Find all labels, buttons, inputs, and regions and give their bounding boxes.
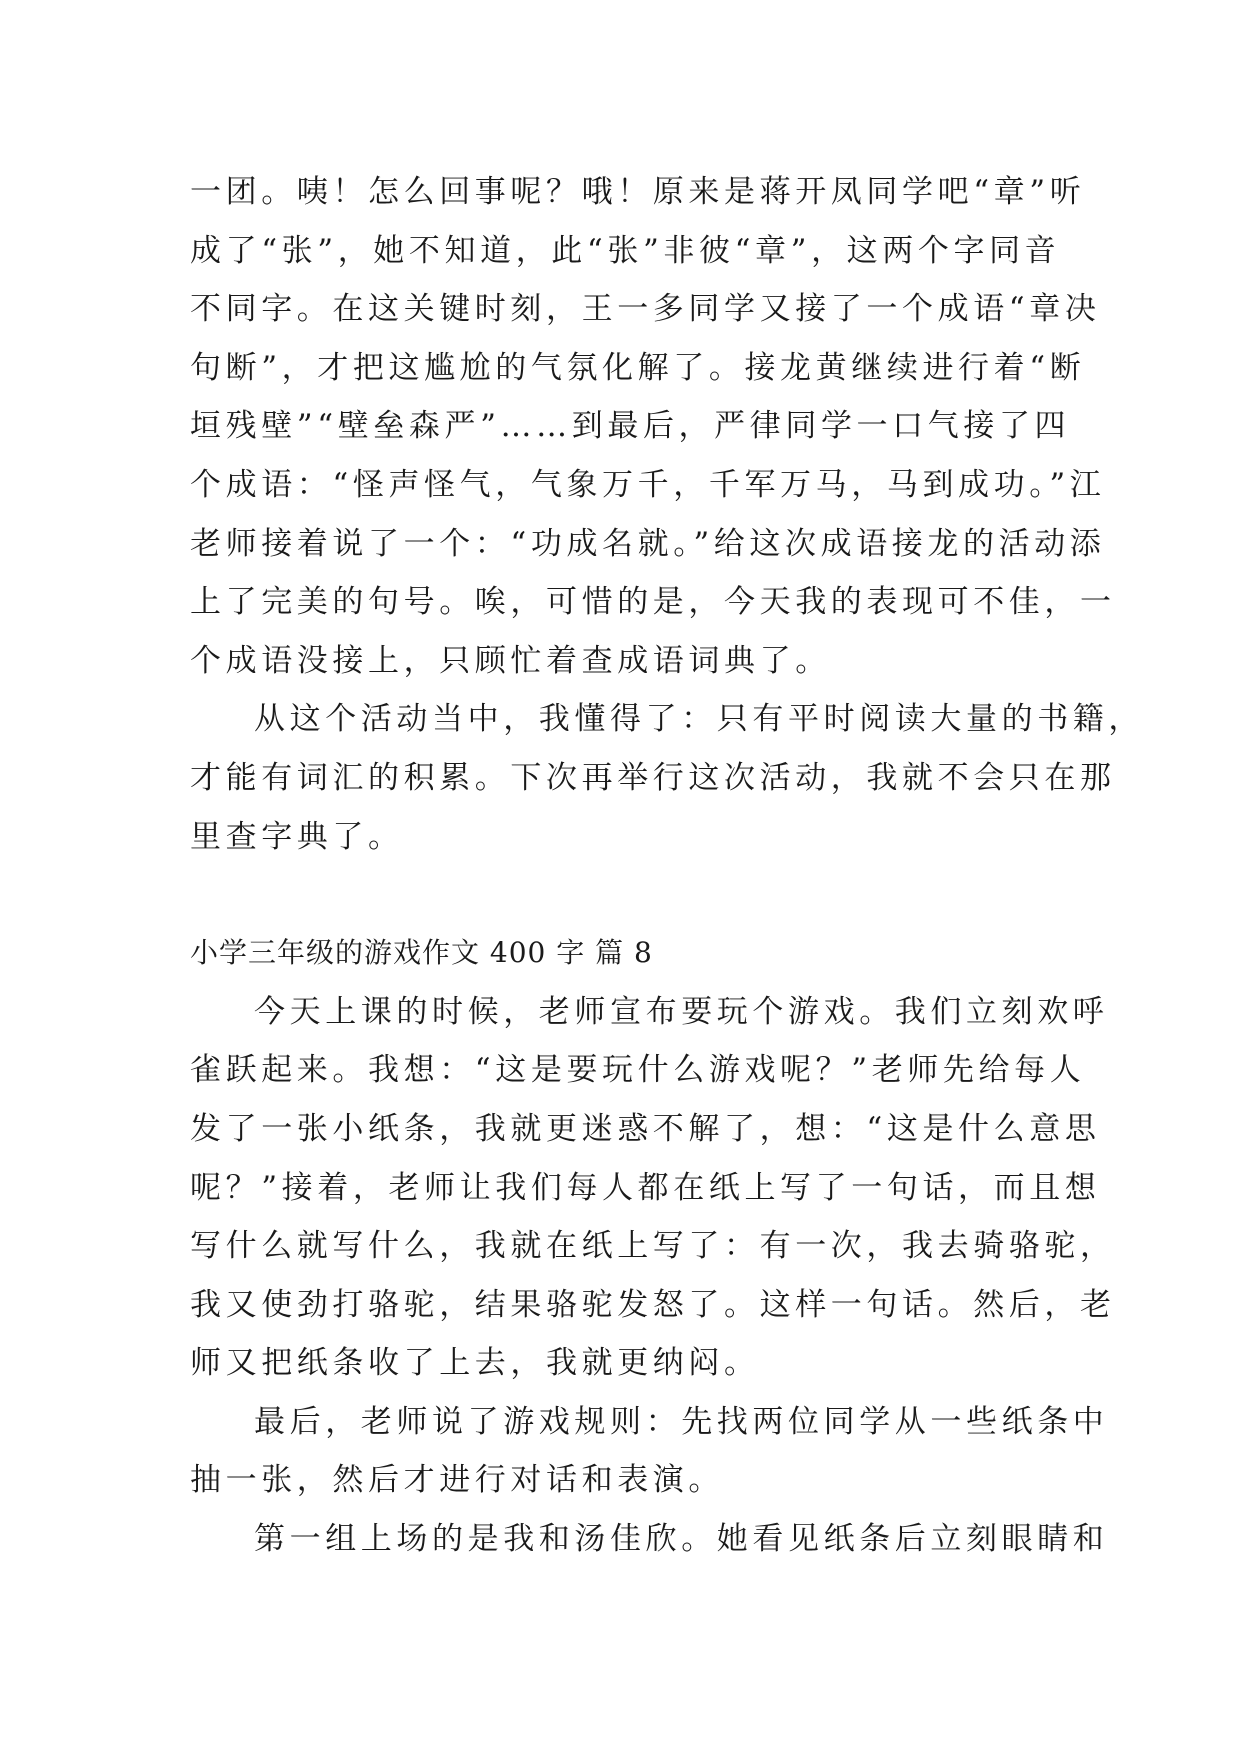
paragraph: [190, 163, 1116, 690]
text-line: 写什么就写什么，我就在纸上写了：有一次，我去骑骆驼，: [190, 1228, 1116, 1265]
paragraph: [190, 983, 1116, 1393]
text-line: 个成语没接上，只顾忙着查成语词典了。: [190, 642, 831, 679]
paragraph: [190, 1393, 1109, 1510]
text-line: 不同字。在这关键时刻，王一多同学又接了一个成语“章决: [190, 291, 1101, 328]
text-line: 师又把纸条收了上去，我就更纳闷。: [190, 1345, 760, 1382]
text-line: 从这个活动当中，我懂得了：只有平时阅读大量的书籍，: [254, 701, 1144, 738]
text-line: 我又使劲打骆驼，结果骆驼发怒了。这样一句话。然后，老: [190, 1286, 1116, 1323]
document-body: [190, 163, 1144, 1569]
text-line: 句断”，才把这尴尬的气氛化解了。接龙黄继续进行着“断: [190, 349, 1086, 386]
text-line: 发了一张小纸条，我就更迷惑不解了，想：“这是什么意思: [190, 1110, 1101, 1147]
text-line: 垣残壁”“壁垒森严”……到最后，严律同学一口气接了四: [190, 408, 1071, 445]
text-line: 成了“张”，她不知道，此“张”非彼“章”，这两个字同音: [190, 232, 1061, 269]
section-gap: [190, 866, 1070, 924]
text-line: 最后，老师说了游戏规则：先找两位同学从一些纸条中: [254, 1403, 1109, 1440]
text-line: 个成语：“怪声怪气，气象万千，千军万马，马到成功。”江: [190, 466, 1106, 503]
text-line: 雀跃起来。我想：“这是要玩什么游戏呢？”老师先给每人: [190, 1052, 1086, 1089]
paragraph: [190, 1510, 1109, 1569]
text-line: 今天上课的时候，老师宣布要玩个游戏。我们立刻欢呼: [254, 993, 1109, 1030]
text-line: 才能有词汇的积累。下次再举行这次活动，我就不会只在那: [190, 759, 1116, 796]
text-line: 呢？”接着，老师让我们每人都在纸上写了一句话，而且想: [190, 1169, 1101, 1206]
text-line: 老师接着说了一个：“功成名就。”给这次成语接龙的活动添: [190, 525, 1106, 562]
section-heading: 小学三年级的游戏作文 400 字 篇 8: [190, 936, 653, 970]
text-line: 抽一张，然后才进行对话和表演。: [190, 1462, 724, 1499]
text-line: 上了完美的句号。唉，可惜的是，今天我的表现可不佳，一: [190, 584, 1116, 621]
text-line: 里查字典了。: [190, 818, 404, 855]
paragraph: [190, 690, 1144, 866]
text-line: 第一组上场的是我和汤佳欣。她看见纸条后立刻眼睛和: [254, 1521, 1109, 1558]
text-line: 一团。咦！怎么回事呢？哦！原来是蒋开凤同学吧“章”听: [190, 174, 1086, 210]
